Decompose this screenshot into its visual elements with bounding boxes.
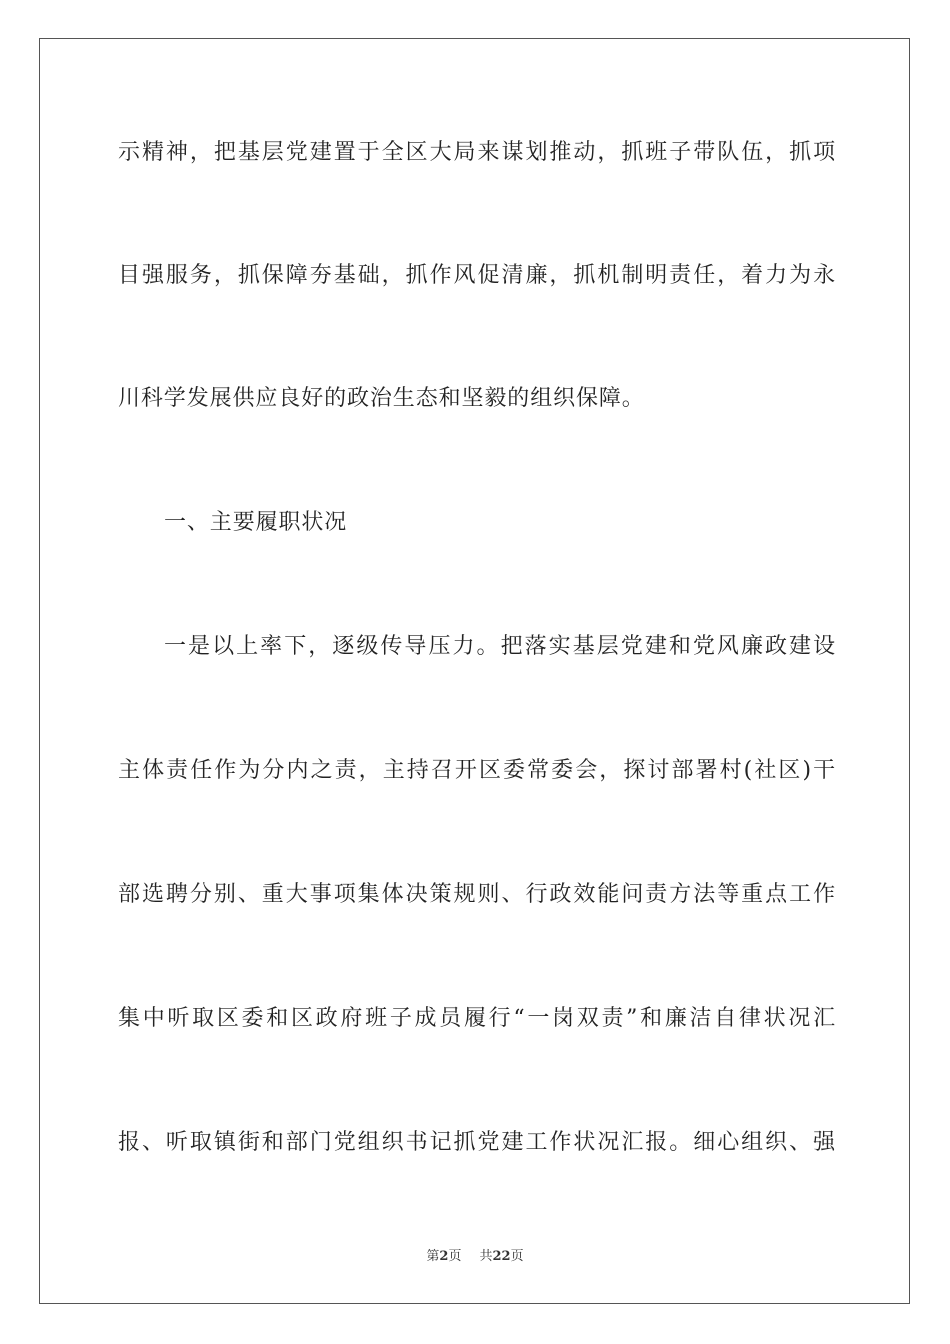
total-suffix: 页 <box>510 1249 524 1264</box>
body-line-1: 示精神，把基层党建置于全区大局来谋划推动，抓班子带队伍，抓项 <box>118 140 836 165</box>
total-pages: 22 <box>492 1249 511 1264</box>
body-line-5: 一是以上率下，逐级传导压力。把落实基层党建和党风廉政建设 <box>164 634 836 659</box>
body-line-7: 部选聘分别、重大事项集体决策规则、行政效能问责方法等重点工作 <box>118 882 836 907</box>
body-line-8: 集中听取区委和区政府班子成员履行“一岗双责”和廉洁自律状况汇 <box>118 1006 836 1031</box>
section-heading: 一、主要履职状况 <box>164 510 348 535</box>
page-number: 2 <box>439 1249 449 1264</box>
page-prefix: 第 <box>426 1249 440 1264</box>
page-footer <box>0 1245 950 1264</box>
body-line-9: 报、听取镇街和部门党组织书记抓党建工作状况汇报。细心组织、强 <box>118 1130 836 1155</box>
body-line-2: 目强服务，抓保障夯基础，抓作风促清廉，抓机制明责任，着力为永 <box>118 263 836 288</box>
body-line-6: 主体责任作为分内之责，主持召开区委常委会，探讨部署村(社区)干 <box>118 758 836 783</box>
page-border <box>39 38 910 1304</box>
total-prefix: 共 <box>479 1249 493 1264</box>
body-line-3: 川科学发展供应良好的政治生态和坚毅的组织保障。 <box>118 386 645 411</box>
page-suffix: 页 <box>448 1249 462 1264</box>
